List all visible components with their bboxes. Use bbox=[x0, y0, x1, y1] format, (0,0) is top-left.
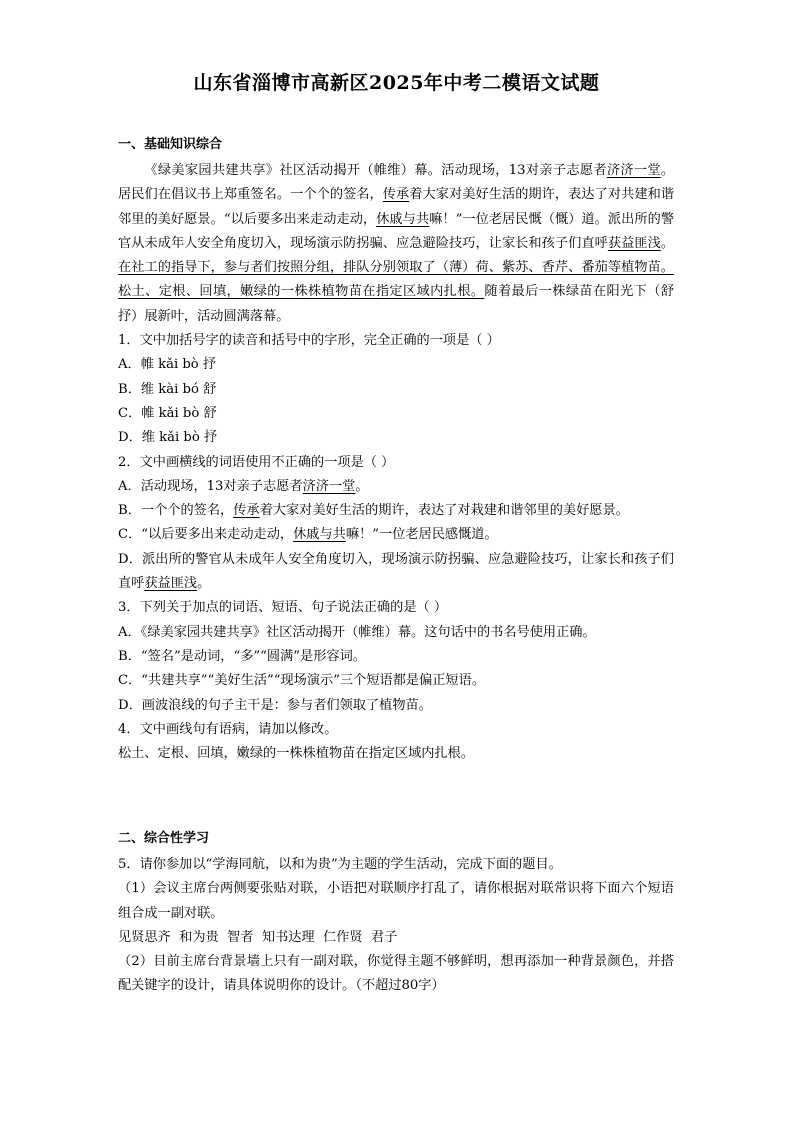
underlined-phrase: 济济一堂 bbox=[302, 478, 356, 494]
passage-segment: 《绿美家园共建共享》社区活动揭开（帷维）幕。活动现场，13对亲子志愿者 bbox=[144, 163, 607, 178]
question-2-stem: 2．文中画横线的词语使用不正确的一项是（ ） bbox=[118, 454, 395, 470]
question-5-part-2: （2）目前主席台背景墙上只有一副对联，你觉得主题不够鲜明，想再添加一种背景颜色，并搭配关键字的设计，请具体说明你的设计。（不超过80字） bbox=[118, 954, 674, 994]
question-1-option-a: A．帷 kǎi bò 抒 bbox=[118, 357, 217, 373]
question-5-stem: 5．请你参加以“学海同航，以和为贵”为主题的学生活动，完成下面的题目。 bbox=[118, 857, 562, 872]
section-comprehensive-content bbox=[118, 853, 674, 999]
question-3-stem: 3．下列关于加点的词语、短语、句子说法正确的是（ ） bbox=[118, 600, 448, 616]
underlined-phrase: 休戚与共 bbox=[376, 211, 430, 227]
underlined-phrase: 休戚与共 bbox=[293, 527, 346, 543]
passage-segment: 着大家对美好生活的期许，表达了对共建和谐邻里的美好愿景。“以后要多出来走动走动， bbox=[118, 187, 675, 227]
underlined-phrase: 传承 bbox=[382, 187, 410, 203]
underlined-phrase: 获益匪浅 bbox=[144, 576, 198, 592]
question-3-option-b: B．“签名”是动词，“多”“圆满”是形容词。 bbox=[118, 648, 366, 664]
question-3-option-a: A．《绿美家园共建共享》社区活动揭开（帷维）幕。这句话中的书名号使用正确。 bbox=[118, 624, 596, 640]
question-2-option-d: D．派出所的警官从未成年人安全角度切入，现场演示防拐骗、应急避险技巧，让家长和孩子们直呼获益匪浅。 bbox=[118, 551, 674, 592]
passage-segment: 。居民们在倡议书上郑重签名。一个个的签名， bbox=[118, 163, 674, 203]
question-3-option-d: D．画波浪线的句子主干是：参与者们领取了植物苗。 bbox=[118, 697, 432, 713]
underlined-phrase: 获益匪浅 bbox=[607, 235, 661, 251]
question-1-option-d: D．维 kǎi bò 抒 bbox=[118, 430, 218, 446]
question-1-option-b: B．维 kài bó 舒 bbox=[118, 381, 217, 397]
passage-segment: 随着最后一株绿苗在阳光下（舒抒）展新叶，活动圆满落幕。 bbox=[118, 284, 675, 324]
question-5-part-1: （1）会议主席台两侧要张贴对联，小语把对联顺序打乱了，请你根据对联常识将下面六个短语组合成一副对联。 bbox=[118, 881, 674, 921]
question-1-stem: 1．文中加括号字的读音和括号中的字形，完全正确的一项是（ ） bbox=[118, 333, 500, 349]
passage-segment: 嘛！”一位老居民慨（慨）道。派出所的警官从未成年人安全角度切入，现场演示防拐骗、应急避险技巧，让家长和孩子们直呼 bbox=[118, 211, 675, 251]
couplet-phrases: 见贤思齐 和为贵 智者 知书达理 仁作贤 君子 bbox=[118, 929, 398, 945]
question-2-option-b: B．一个个的签名，传承着大家对美好生活的期许，表达了对栽建和谐邻里的美好愿景。 bbox=[118, 503, 629, 519]
question-2-option-c: C．“以后要多出来走动走动，休戚与共嘛！”一位老居民感慨道。 bbox=[118, 527, 498, 543]
passage-segment: 。 bbox=[660, 235, 675, 251]
section-heading-comprehensive: 二、综合性学习 bbox=[118, 831, 210, 846]
question-4-sentence: 松土、定根、回填，嫩绿的一株株植物苗在指定区域内扎根。 bbox=[118, 746, 475, 762]
section-heading-basics: 一、基础知识综合 bbox=[118, 137, 223, 152]
question-1-option-c: C．帷 kǎi bò 舒 bbox=[118, 405, 217, 421]
underlined-phrase: 传承 bbox=[233, 503, 260, 519]
question-2-option-a: A．活动现场，13对亲子志愿者济济一堂。 bbox=[118, 478, 369, 494]
wavy-underlined-sentence: 在社工的指导下，参与者们按照分组，排队分别领取了（薄）荷、紫苏、香芹、番茄等植物苗。松土、定根、回填，嫩绿的一株株植物苗在指定区域内扎根。 bbox=[118, 260, 674, 300]
reading-passage bbox=[118, 159, 674, 329]
question-4-stem: 4．文中画线句有语病，请加以修改。 bbox=[118, 721, 338, 737]
section-basics-content bbox=[118, 159, 674, 766]
page-title: 山东省淄博市高新区2025年中考二模语文试题 bbox=[193, 72, 600, 94]
underlined-phrase: 济济一堂 bbox=[606, 163, 661, 178]
question-3-option-c: C．“共建共享”“美好生活”“现场演示”三个短语都是偏正短语。 bbox=[118, 673, 486, 689]
